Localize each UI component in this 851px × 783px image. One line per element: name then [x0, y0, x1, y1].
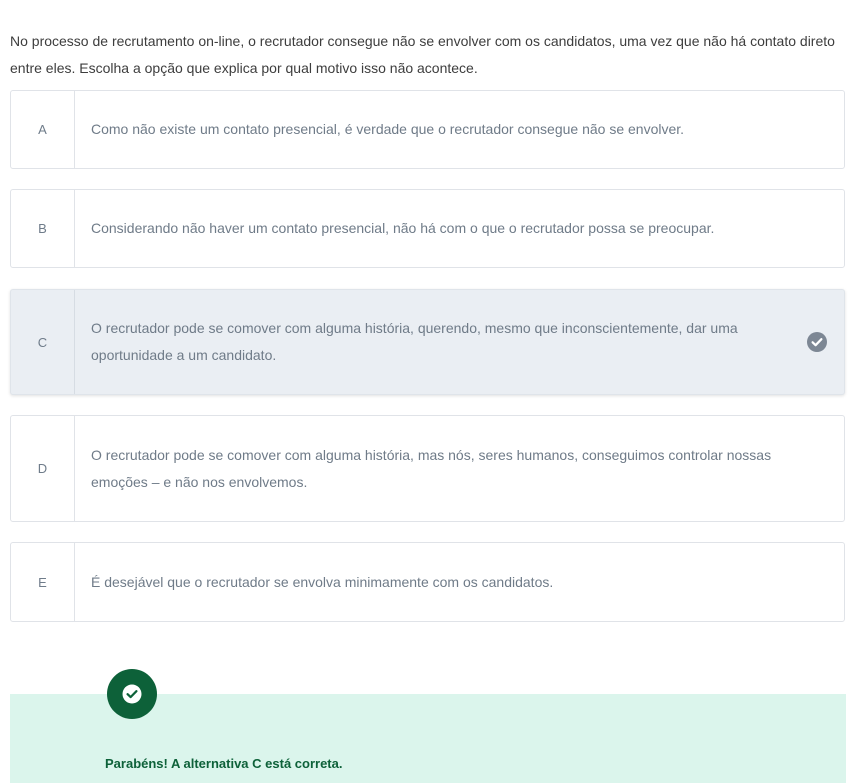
option-e[interactable] [10, 542, 845, 622]
option-text [75, 91, 844, 168]
option-d[interactable] [10, 415, 845, 522]
option-label: Como não existe um contato presencial, é verdade que o recrutador consegue não se envolver. [91, 121, 685, 137]
option-label: O recrutador pode se comover com alguma história, mas nós, seres humanos, conseguimos controlar nossas emoções – e não nos envolvemos. [91, 446, 772, 490]
option-c[interactable] [10, 289, 845, 395]
feedback-message: Parabéns! A alternativa C está correta. [105, 756, 343, 771]
check-circle-icon [122, 684, 142, 704]
question-text: No processo de recrutamento on-line, o recrutador consegue não se envolver com os candidatos, uma vez que não há contato direto entre eles. Escolha a opção que explica por qual motivo isso não acontece. [10, 33, 835, 76]
option-text [75, 416, 844, 521]
check-circle-icon [807, 332, 827, 352]
option-letter: E [11, 543, 75, 621]
option-text [75, 290, 844, 394]
option-text [75, 543, 844, 621]
option-letter: C [11, 290, 75, 394]
option-b[interactable] [10, 189, 845, 268]
option-text [75, 190, 844, 267]
option-label: É desejável que o recrutador se envolva minimamente com os candidatos. [91, 573, 554, 590]
feedback-badge [107, 669, 157, 719]
option-letter: A [11, 91, 75, 168]
option-a[interactable] [10, 90, 845, 169]
option-letter: B [11, 190, 75, 267]
option-label: O recrutador pode se comover com alguma história, querendo, mesmo que inconscientemente, dar uma oportunidade a um candidato. [91, 320, 738, 363]
option-letter: D [11, 416, 75, 521]
option-label: Considerando não haver um contato presencial, não há com o que o recrutador possa se preocupar. [91, 220, 715, 236]
